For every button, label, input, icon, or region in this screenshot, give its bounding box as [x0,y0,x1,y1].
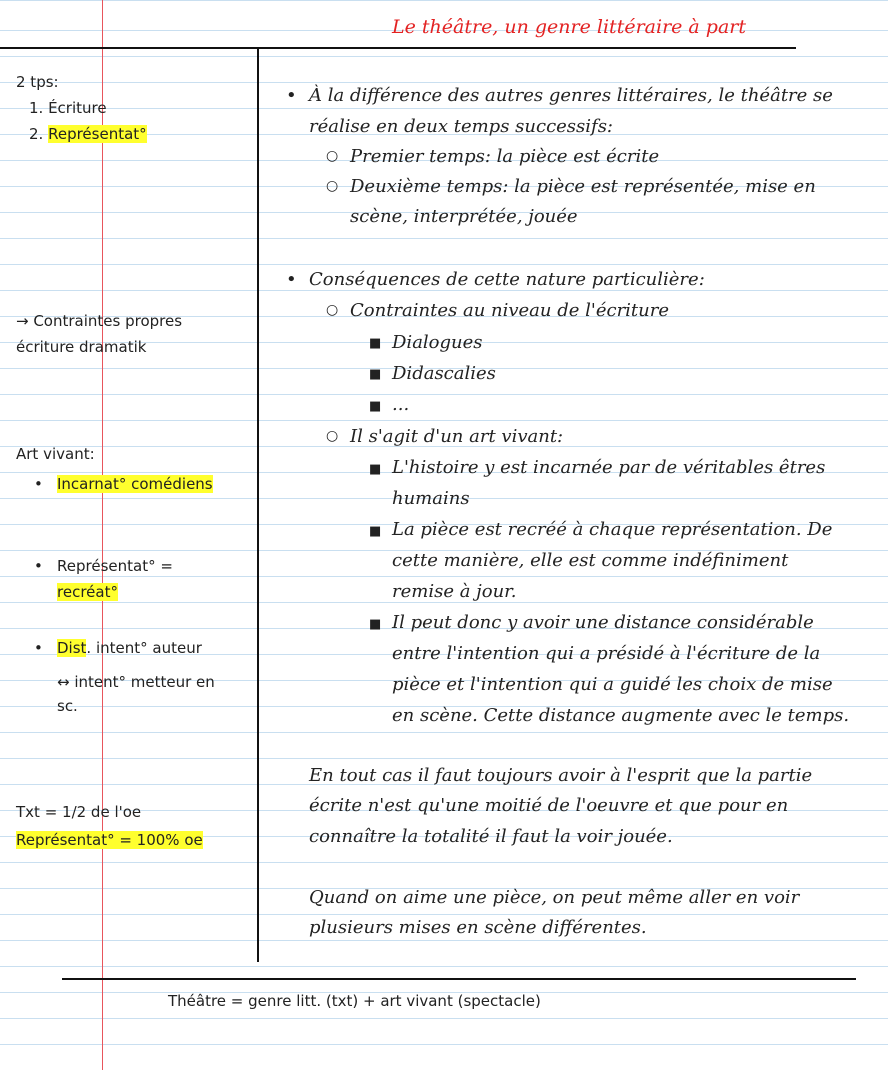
cue-dist-rest: . intent° auteur [86,639,202,657]
highlighted-text: Représentat° = 100% oe [16,831,203,849]
cue-bullet-icon: • [34,639,43,657]
main-p1-line3: connaître la totalité il faut la voir jouée. [309,826,673,847]
cue-contraintes-line2: écriture dramatik [16,338,147,356]
main-b2-sub2: Il s'agit d'un art vivant: [350,426,564,447]
main-b1-sub1: Premier temps: la pièce est écrite [350,146,660,167]
main-b2-sub2-item3-line3: pièce et l'intention qui a guidé les choix de mise [392,674,833,695]
main-b1-sub2-line1: Deuxième temps: la pièce est représentée, mise en [350,176,816,197]
main-b2-sub2-item2-line2: cette manière, elle est comme indéfiniment [392,550,789,571]
main-b2-sub1-item2: Didascalies [392,363,496,384]
summary-text: Théâtre = genre litt. (txt) + art vivant (spectacle) [168,992,541,1010]
bullet-hollow-circle-icon: ○ [326,178,339,194]
bullet-filled-circle-icon: • [286,269,297,290]
highlighted-text: Dist [57,639,87,657]
cue-representat-line [16,827,203,853]
main-b2-sub2-item2-line3: remise à jour. [392,581,517,602]
cue-art-vivant-header: Art vivant: [16,445,95,463]
bullet-filled-square-icon: ■ [369,524,382,539]
main-b2-sub1: Contraintes au niveau de l'écriture [350,300,670,321]
bullet-filled-square-icon: ■ [369,399,382,414]
bullet-hollow-circle-icon: ○ [326,428,339,444]
bullet-hollow-circle-icon: ○ [326,302,339,318]
main-b2-sub1-item1: Dialogues [392,332,483,353]
main-b2-sub2-item3-line1: Il peut donc y avoir une distance considérable [392,612,814,633]
main-b1-sub2-line2: scène, interprétée, jouée [350,206,578,227]
highlighted-text: Incarnat° comédiens [57,475,213,493]
cue-representat-line1: Représentat° = [57,557,173,575]
main-b2-sub1-item3: ... [392,394,410,415]
bullet-filled-square-icon: ■ [369,617,382,632]
cue-tps-item-2-number: 2. [29,125,44,143]
summary-rule [62,978,856,980]
cue-dist-line3: sc. [57,697,78,715]
cue-dist-line1 [57,635,202,661]
main-b2-sub2-item3-line2: entre l'intention qui a présidé à l'écriture de la [392,643,821,664]
main-p1-line2: écrite n'est qu'une moitié de l'oeuvre et que pour en [309,795,789,816]
cue-txt-line: Txt = 1/2 de l'oe [16,803,142,821]
cue-column-divider [257,47,259,962]
bullet-filled-square-icon: ■ [369,367,382,382]
bullet-filled-square-icon: ■ [369,462,382,477]
main-b1-line1: À la différence des autres genres littéraires, le théâtre se [309,85,833,106]
main-p1-line1: En tout cas il faut toujours avoir à l'esprit que la partie [309,765,813,786]
main-b2-sub2-item2-line1: La pièce est recréé à chaque représentation. De [392,519,833,540]
main-b2-sub2-item1-line2: humains [392,488,470,509]
bullet-hollow-circle-icon: ○ [326,148,339,164]
highlighted-text: Représentat° [48,125,147,143]
main-b1-line2: réalise en deux temps successifs: [309,116,613,137]
cue-tps-header: 2 tps: [16,73,59,91]
cue-dist-line2: ↔ intent° metteur en [57,673,215,691]
highlighted-text: recréat° [57,583,118,601]
cue-tps-item-1: 1. Écriture [29,99,107,117]
cue-bullet-icon: • [34,557,43,575]
main-p2-line2: plusieurs mises en scène différentes. [309,917,647,938]
header-rule [0,47,796,49]
cue-bullet-icon: • [34,475,43,493]
cue-contraintes-line1: → Contraintes propres [16,312,183,330]
cue-tps-item-2 [29,121,147,147]
notebook-margin-line [102,0,103,1070]
main-p2-line1: Quand on aime une pièce, on peut même aller en voir [309,887,800,908]
bullet-filled-square-icon: ■ [369,336,382,351]
cue-incarnat [57,471,213,497]
main-b2-sub2-item1-line1: L'histoire y est incarnée par de véritables êtres [392,457,826,478]
bullet-filled-circle-icon: • [286,85,297,106]
cue-representat-line2 [57,579,118,605]
main-b2: Conséquences de cette nature particulière: [309,269,705,290]
page-title: Le théâtre, un genre littéraire à part [392,16,747,38]
main-b2-sub2-item3-line4: en scène. Cette distance augmente avec le temps. [392,705,850,726]
